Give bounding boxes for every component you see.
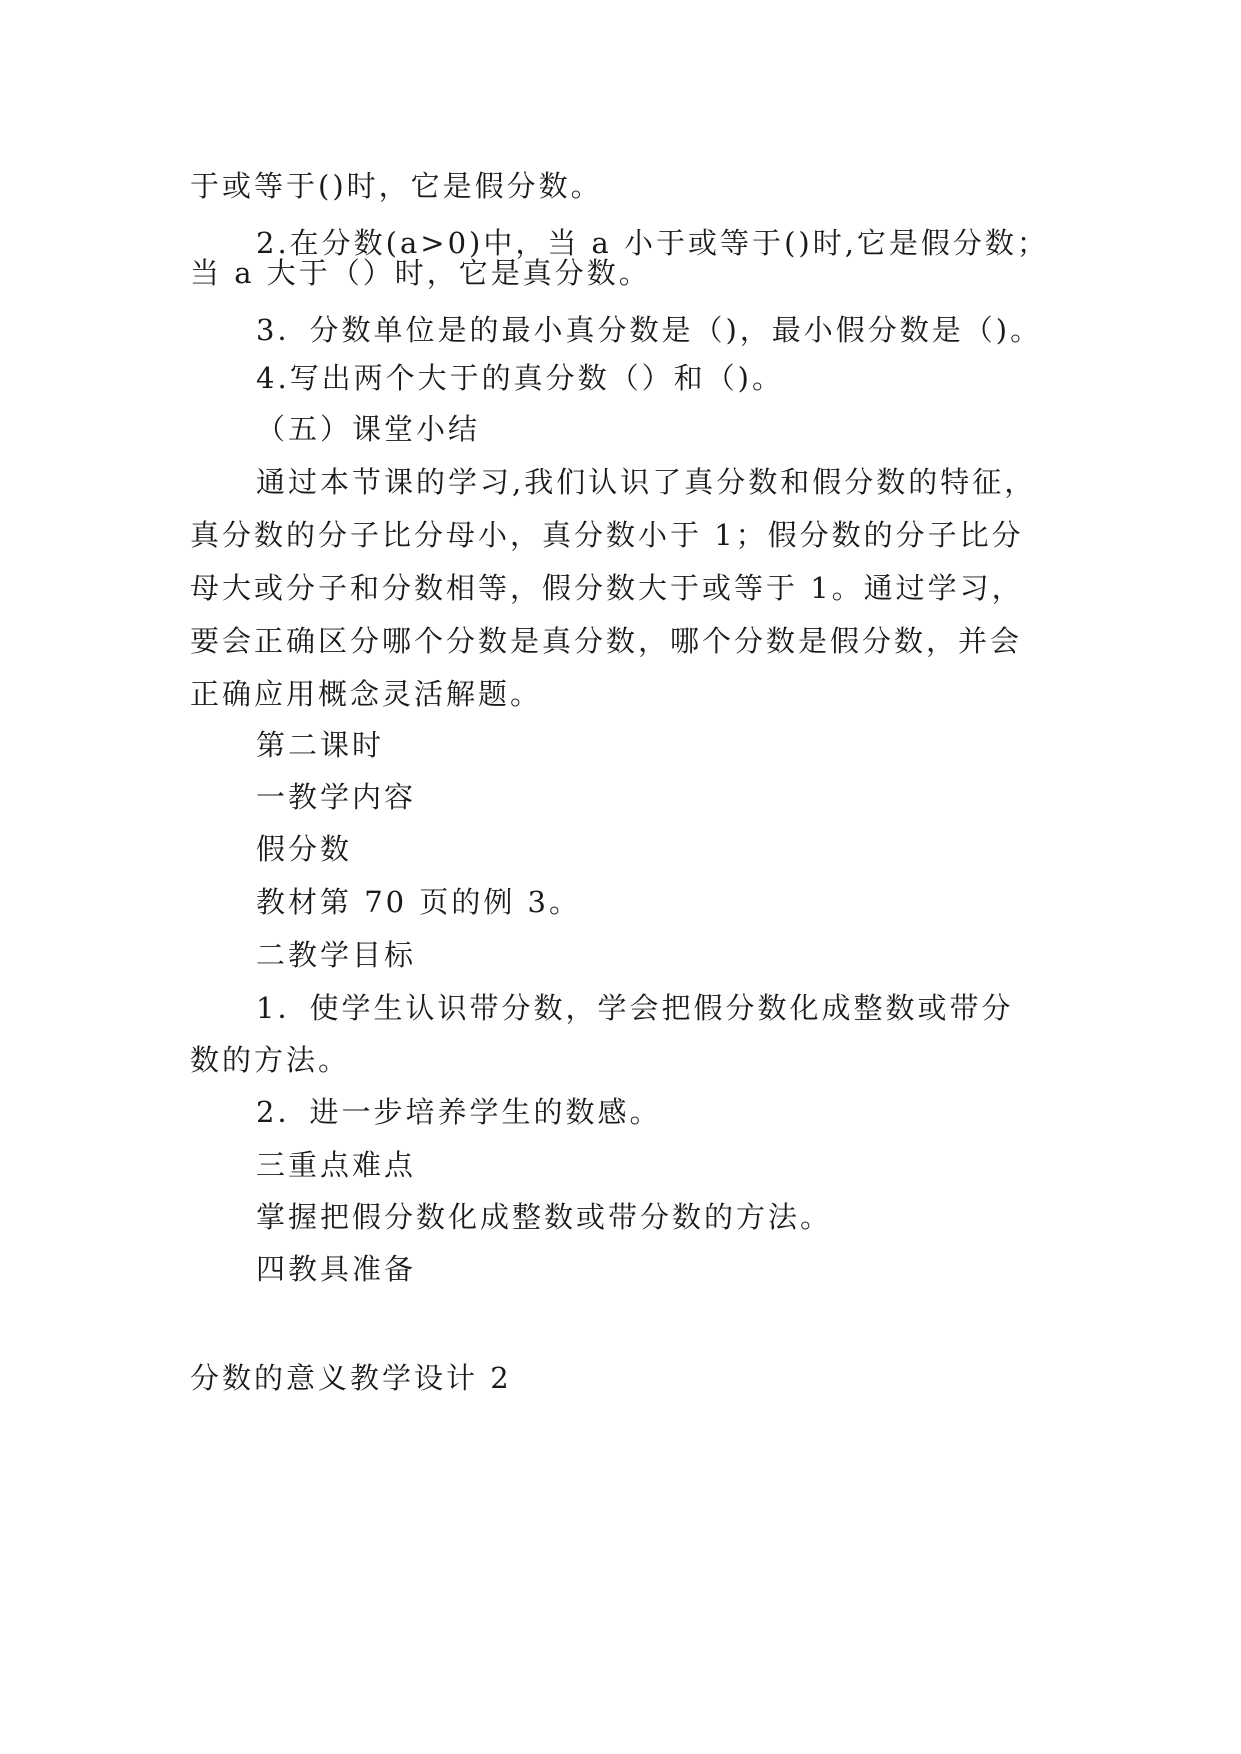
paragraph-line: 2.在分数(a>0)中，当 a 小于或等于()时,它是假分数；	[256, 226, 1049, 260]
section-heading: 三重点难点	[256, 1148, 417, 1182]
document-title: 分数的意义教学设计 2	[190, 1361, 512, 1395]
paragraph-line: 要会正确区分哪个分数是真分数，哪个分数是假分数，并会	[190, 624, 1023, 658]
paragraph-line: 正确应用概念灵活解题。	[190, 677, 543, 711]
paragraph-line: 4.写出两个大于的真分数（）和（)。	[256, 361, 784, 395]
section-heading: 第二课时	[256, 728, 385, 762]
section-heading: 二教学目标	[256, 938, 417, 972]
paragraph-line: 当 a 大于（）时，它是真分数。	[190, 256, 651, 290]
section-heading: （五）课堂小结	[256, 412, 481, 446]
paragraph-line: 教材第 70 页的例 3。	[256, 885, 582, 919]
paragraph-line: 数的方法。	[190, 1043, 351, 1077]
paragraph-line: 2．进一步培养学生的数感。	[256, 1095, 662, 1129]
paragraph-line: 通过本节课的学习,我们认识了真分数和假分数的特征，	[256, 465, 1037, 499]
paragraph-line: 于或等于()时，它是假分数。	[190, 169, 603, 203]
paragraph-line: 掌握把假分数化成整数或带分数的方法。	[256, 1200, 833, 1234]
section-heading: 四教具准备	[256, 1252, 417, 1286]
paragraph-line: 假分数	[256, 832, 353, 866]
paragraph-line: 1．使学生认识带分数，学会把假分数化成整数或带分	[256, 991, 1014, 1025]
paragraph-line: 3．分数单位是的最小真分数是（)，最小假分数是（)。	[256, 313, 1043, 347]
paragraph-line: 真分数的分子比分母小，真分数小于 1；假分数的分子比分	[190, 518, 1024, 552]
paragraph-line: 母大或分子和分数相等，假分数大于或等于 1。通过学习，	[190, 571, 1024, 605]
section-heading: 一教学内容	[256, 780, 417, 814]
